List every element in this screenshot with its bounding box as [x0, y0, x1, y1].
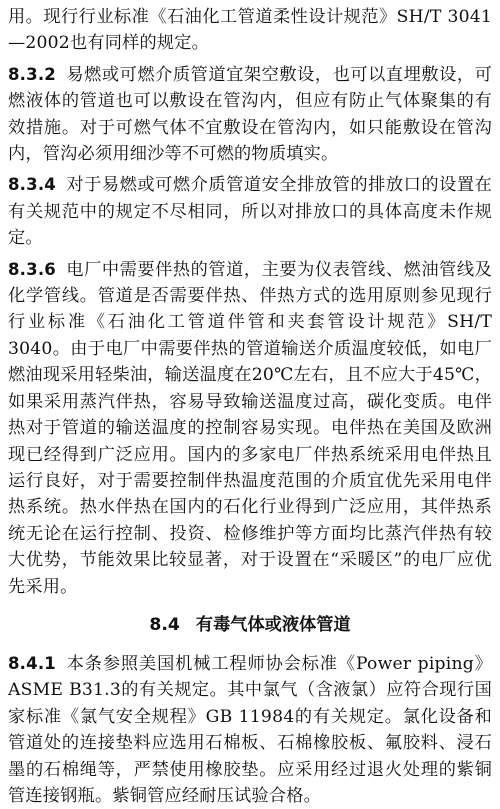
clause-text: 易燃或可燃介质管道宜架空敷设，也可以直埋敷设，可燃液体的管道也可以敷设在管沟内，但应有防止气体聚集的有效措施。对于可燃气体不宜敷设在管沟内，如只能敷设在管沟内，管沟必须用细沙等不可燃的物质填实。	[8, 64, 492, 165]
section-number: 8.4	[149, 614, 180, 635]
intro-text: 用。现行行业标准《石油化工管道柔性设计规范》SH/T 3041—2002也有同样的规定。	[8, 7, 492, 54]
clause-text: 对于易燃或可燃介质管道安全排放管的排放口的设置在有关规范中的规定不尽相同，所以对排放口的具体高度未作规定。	[8, 175, 492, 249]
intro-paragraph	[8, 4, 492, 57]
clause-number: 8.3.4	[8, 175, 56, 195]
clause-8-4-1	[8, 651, 492, 809]
clause-number: 8.4.1	[8, 653, 56, 673]
section-title: 有毒气体或液体管道	[195, 614, 351, 635]
clause-text: 电厂中需要伴热的管道，主要为仪表管线、燃油管线及化学管线。管道是否需要伴热、伴热方式的选用原则参见现行行业标准《石油化工管道伴管和夹套管设计规范》SH/T 3040。由于电厂中需要伴热的管道输送介质温度较低，如电厂燃油现采用轻柴油，输送温度在20℃左右，且不应大于45℃，如果采用蒸汽伴热，容易导致输送温度过高，碳化变质。电伴热对于管道的输送温度的控制容易实现。电伴热在美国及欧洲现已经得到广泛应用。国内的多家电厂伴热系统采用电伴热且运行良好，对于需要控制伴热温度范围的介质宜优先采用电伴热系统。热水伴热在国内的石化行业得到广泛应用，其伴热系统无论在运行控制、投资、检修维护等方面均比蒸汽伴热有较大优势，节能效果比较显著，对于设置在“采暖区”的电厂应优先采用。	[8, 259, 492, 597]
clause-8-3-4	[8, 172, 492, 251]
clause-8-3-2	[8, 62, 492, 168]
clause-number: 8.3.6	[8, 259, 56, 279]
clause-8-3-6	[8, 257, 492, 600]
section-heading-8-4	[8, 612, 492, 638]
clause-text: 本条参照美国机械工程师协会标准《Power piping》ASME B31.3的有关规定。其中氯气（含液氯）应符合现行国家标准《氯气安全规程》GB 11984的有关规定。氯化设备和管道处的连接垫料应选用石棉板、石棉橡胶板、氟胶料、浸石墨的石棉绳等，严禁使用橡胶垫。应采用经过退火处理的紫铜管连接钢瓶。紫铜管应经耐压试验合格。	[8, 653, 492, 806]
clause-number: 8.3.2	[8, 64, 56, 84]
